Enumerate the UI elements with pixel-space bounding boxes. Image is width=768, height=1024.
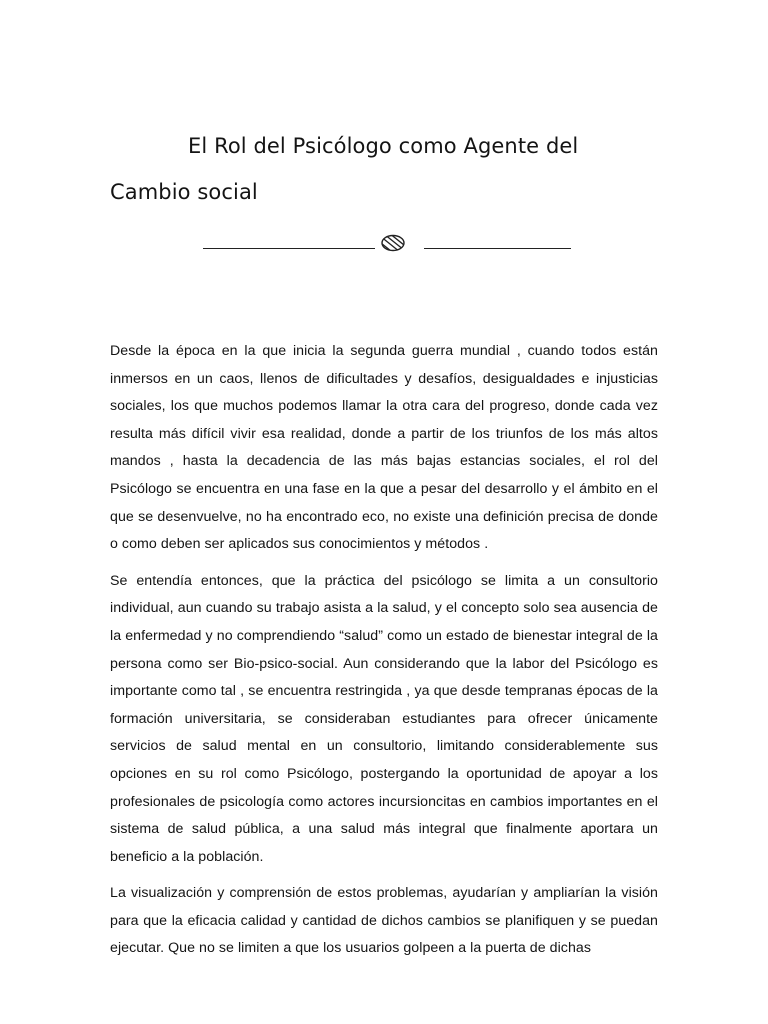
striped-oval-ornament-icon: [380, 234, 406, 252]
document-body: [110, 338, 658, 972]
document-title-line-2: Cambio social: [110, 180, 258, 204]
body-paragraph-2: Se entendía entonces, que la práctica del psicólogo se limita a un consultorio individual, aun cuando su trabajo asista a la salud, y el concepto solo sea ausencia de la enfermedad y no comprendiendo “salud” como un estado de bienestar integral de la persona como ser Bio-psico-social. Aun considerando que la labor del Psicólogo es importante como tal , se encuentra restringida , ya que desde tempranas épocas de la formación universitaria, se consideraban estudiantes para ofrecer únicamente servicios de salud mental en un consultorio, limitando considerablemente sus opciones en su rol como Psicólogo, postergando la oportunidad de apoyar a los profesionales de psicología como actores incursioncitas en cambios importantes en el sistema de salud pública, a una salud más integral que finalmente aportara un beneficio a la población.: [110, 572, 658, 865]
body-paragraph-3: La visualización y comprensión de estos problemas, ayudarían y ampliarían la visión para que la eficacia calidad y cantidad de dichos cambios se planifiquen y se puedan ejecutar. Que no se limiten a que los usuarios golpeen a la puerta de dichas: [110, 885, 658, 957]
divider-rule-left: [203, 248, 375, 249]
title-divider: [200, 232, 575, 256]
body-paragraph-1: Desde la época en la que inicia la segunda guerra mundial , cuando todos están inmersos en un caos, llenos de dificultades y desafíos, desigualdades e injusticias sociales, los que muchos podemos llamar la otra cara del progreso, donde cada vez resulta más difícil vivir esa realidad, donde a partir de los triunfos de los más altos mandos , hasta la decadencia de las más bajas estancias sociales, el rol del Psicólogo se encuentra en una fase en la que a pesar del desarrollo y el ámbito en el que se desenvuelve, no ha encontrado eco, no existe una definición precisa de donde o como deben ser aplicados sus conocimientos y métodos .: [110, 343, 658, 553]
document-title-line-1: El Rol del Psicólogo como Agente del: [188, 134, 579, 158]
divider-rule-right: [424, 248, 571, 249]
